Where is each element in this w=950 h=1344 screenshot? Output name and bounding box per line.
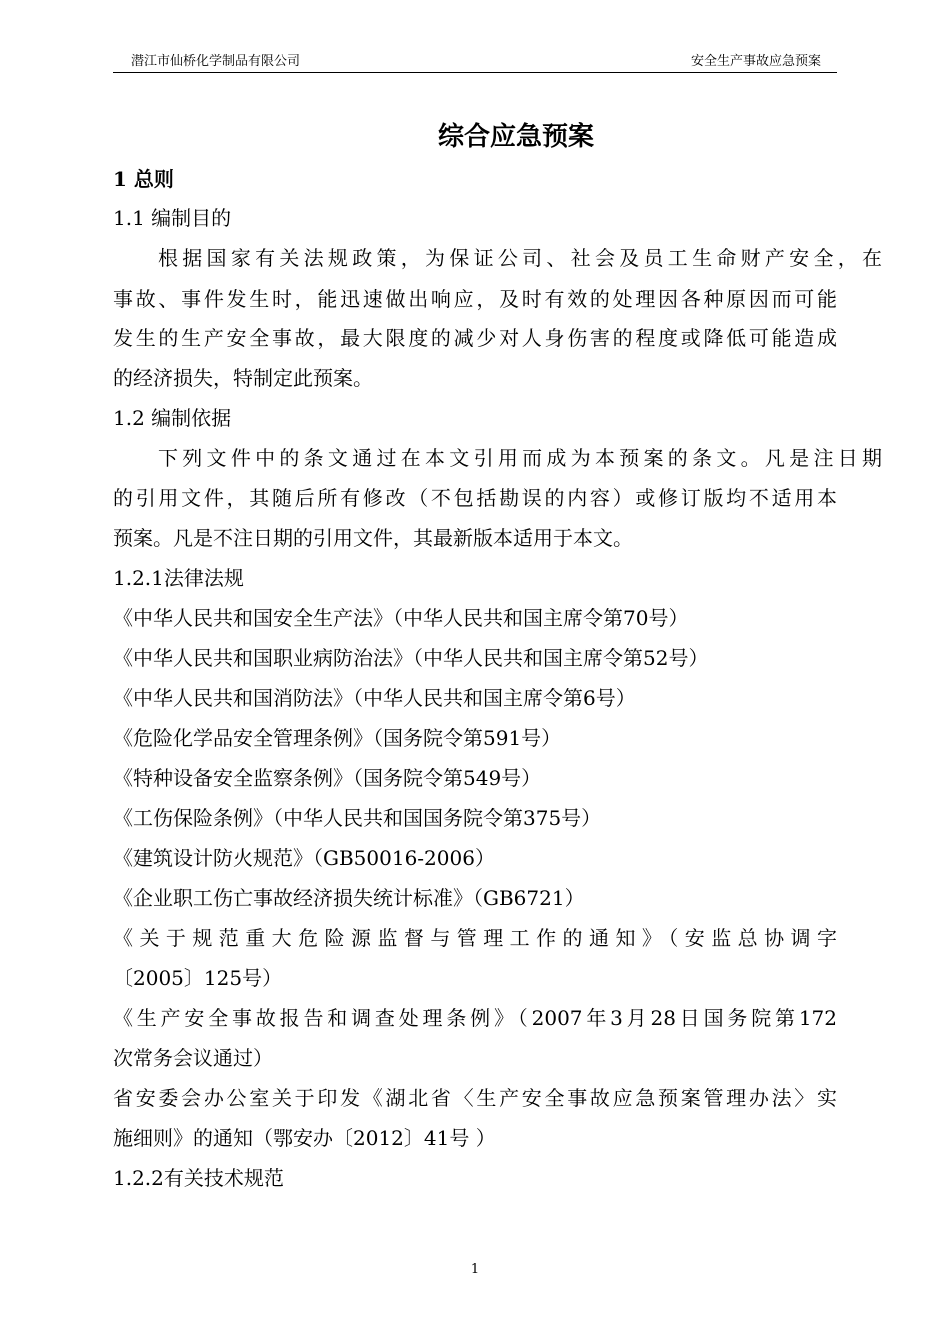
reference-item-continued: 〔2005〕125号） [113,966,283,990]
reference-item: 《特种设备安全监察条例》（国务院令第549号） [113,766,542,790]
page-number: 1 [470,1262,480,1277]
subsection-heading: 1.1 编制目的 [113,206,232,230]
subsection-heading: 1.2 编制依据 [113,406,232,430]
document-title: 综合应急预案 [437,122,594,152]
page-header [113,54,837,73]
reference-item: 《危险化学品安全管理条例》（国务院令第591号） [113,726,562,750]
subsection-heading: 1.2.1法律法规 [113,566,244,590]
paragraph-line: 的引用文件，其随后所有修改（不包括勘误的内容）或修订版均不适用本 [113,486,837,510]
header-company: 潜江市仙桥化学制品有限公司 [131,54,301,69]
reference-item: 《中华人民共和国安全生产法》（中华人民共和国主席令第70号） [113,606,689,630]
reference-item: 《中华人民共和国消防法》（中华人民共和国主席令第6号） [113,686,636,710]
paragraph-line: 根据国家有关法规政策，为保证公司、社会及员工生命财产安全，在 [158,246,882,270]
paragraph-line: 预案。凡是不注日期的引用文件，其最新版本适用于本文。 [113,526,633,550]
reference-item: 《关于规范重大危险源监督与管理工作的通知》（安监总协调字 [113,926,837,950]
header-doc-type: 安全生产事故应急预案 [690,54,821,69]
paragraph-line: 事故、事件发生时，能迅速做出响应，及时有效的处理因各种原因而可能 [113,287,837,311]
subsection-heading: 1.2.2有关技术规范 [113,1166,284,1190]
section-heading: 1 总则 [113,167,174,191]
reference-item: 《中华人民共和国职业病防治法》（中华人民共和国主席令第52号） [113,646,709,670]
reference-item: 《工伤保险条例》（中华人民共和国国务院令第375号） [113,806,602,830]
paragraph-line: 下列文件中的条文通过在本文引用而成为本预案的条文。凡是注日期 [158,446,882,470]
reference-item: 《企业职工伤亡事故经济损失统计标准》（GB6721） [113,886,585,910]
reference-item: 《生产安全事故报告和调查处理条例》（2007年3月28日国务院第172 [113,1006,837,1030]
reference-item: 省安委会办公室关于印发《湖北省〈生产安全事故应急预案管理办法〉实 [113,1086,837,1110]
reference-item-continued: 施细则》的通知（鄂安办〔2012〕41号 ） [113,1126,496,1150]
paragraph-line: 的经济损失，特制定此预案。 [113,366,373,390]
paragraph-line: 发生的生产安全事故，最大限度的减少对人身伤害的程度或降低可能造成 [113,326,837,350]
reference-item: 《建筑设计防火规范》（GB50016-2006） [113,846,495,870]
reference-item-continued: 次常务会议通过） [113,1046,273,1070]
